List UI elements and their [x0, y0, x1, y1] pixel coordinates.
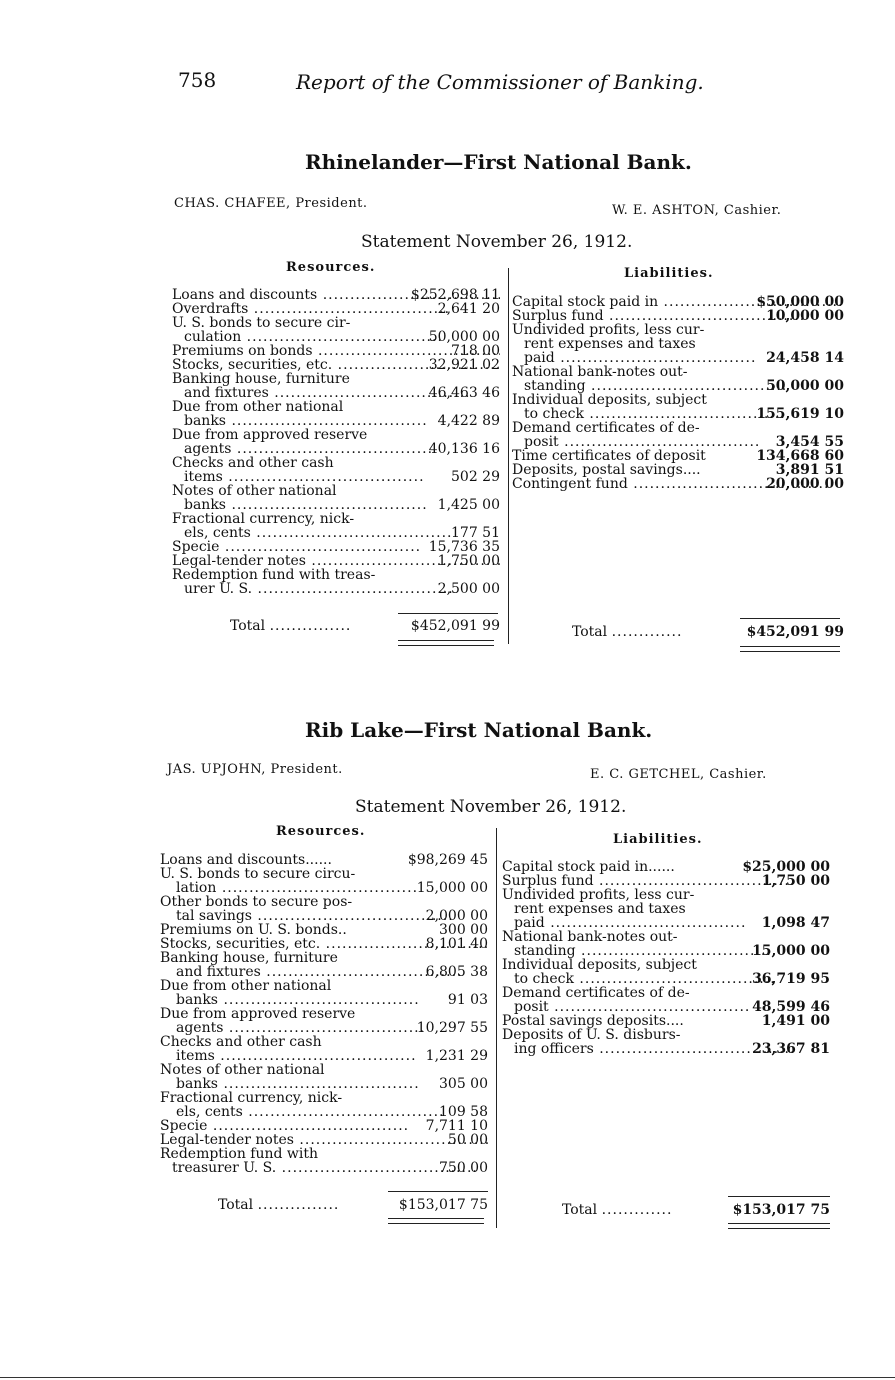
resources-total-row: Total ............... $153,017 75 [218, 1197, 488, 1213]
president-name: JAS. UPJOHN, President. [167, 762, 343, 777]
list-item: National bank-notes out- standing ..... 50,000 00 [512, 365, 844, 393]
running-title: Report of the Commissioner of Banking. [296, 70, 704, 94]
list-item: Specie ..... 7,711 10 [160, 1119, 488, 1133]
list-item: Redemption fund with treas- urer U. S. ..... 2,500 00 [172, 568, 500, 596]
list-item: Capital stock paid in ..... $50,000 00 [512, 295, 844, 309]
resources-total: $452,091 99 [410, 618, 500, 634]
list-item: Deposits, postal savings.... 3,891 51 [512, 462, 844, 478]
list-item: Due from approved reserve agents ..... 40,136 16 [172, 428, 500, 456]
list-item: Surplus fund ..... 10,000 00 [512, 309, 844, 323]
list-item: Postal savings deposits.... 1,491 00 [502, 1013, 830, 1029]
column-divider [508, 268, 509, 644]
list-item: Premiums on bonds ..... 718 00 [172, 344, 500, 358]
list-item: Fractional currency, nick- els, cents ..... 177 51 [172, 512, 500, 540]
sum-rule [740, 618, 840, 619]
list-item: Loans and discounts...... $98,269 45 [160, 853, 488, 868]
list-item: Overdrafts ..... 2,641 20 [172, 302, 500, 316]
list-item: Loans and discounts ..... $252,698 11 [172, 288, 500, 302]
list-item: Checks and other cash items ..... 502 29 [172, 456, 500, 484]
list-item: Specie ..... 15,736 35 [172, 540, 500, 554]
cashier-name: W. E. ASHTON, Cashier. [612, 203, 782, 218]
list-item: U. S. bonds to secure cir- culation ..... 50,000 00 [172, 316, 500, 344]
total-label: Total [218, 1197, 254, 1213]
list-item: Undivided profits, less cur- rent expenses and taxes paid ..... 1,098 47 [502, 888, 830, 930]
statement-date: Statement November 26, 1912. [355, 797, 627, 817]
list-item: Banking house, furniture and fixtures ..... 46,463 46 [172, 372, 500, 400]
liabilities-total: $452,091 99 [746, 624, 844, 640]
resources-total: $153,017 75 [398, 1197, 488, 1213]
list-item: Legal-tender notes ..... 1,750 00 [172, 554, 500, 568]
list-item: Individual deposits, subject to check ..... 36,719 95 [502, 958, 830, 986]
statement-date: Statement November 26, 1912. [361, 232, 633, 252]
resources-total-row: Total ............... $452,091 99 [230, 618, 500, 634]
liabilities-heading: Liabilities. [613, 832, 703, 847]
liabilities-total-row: Total ............. $452,091 99 [572, 624, 844, 640]
sum-rule [398, 613, 498, 614]
list-item: Due from other national banks ..... 91 03 [160, 979, 488, 1007]
list-item: Banking house, furniture and fixtures ..... 6,805 38 [160, 951, 488, 979]
list-item: Legal-tender notes ..... 50 00 [160, 1133, 488, 1147]
list-item: Demand certificates of de- posit ..... 3,454 55 [512, 421, 844, 449]
list-item: Premiums on U. S. bonds.. 300 00 [160, 922, 488, 938]
president-name: CHAS. CHAFEE, President. [174, 196, 368, 211]
double-rule [740, 646, 840, 652]
liabilities-total: $153,017 75 [732, 1202, 830, 1218]
list-item: Individual deposits, subject to check ..... 155,619 10 [512, 393, 844, 421]
page-number: 758 [178, 68, 217, 92]
double-rule [398, 640, 494, 646]
list-item: Due from approved reserve agents ..... 10,297 55 [160, 1007, 488, 1035]
list-item: Notes of other national banks ..... 305 00 [160, 1063, 488, 1091]
sum-rule [388, 1191, 488, 1192]
total-label: Total [562, 1202, 598, 1218]
bank-title: Rib Lake—First National Bank. [305, 718, 653, 742]
list-item: U. S. bonds to secure circu- lation ..... 15,000 00 [160, 867, 488, 895]
resources-list [172, 288, 500, 596]
double-rule [388, 1218, 484, 1224]
list-item: Other bonds to secure pos- tal savings ..... 2,000 00 [160, 895, 488, 923]
list-item: Deposits of U. S. disburs- ing officers ..... 23,367 81 [502, 1028, 830, 1056]
list-item: National bank-notes out- standing ..... 15,000 00 [502, 930, 830, 958]
list-item: Redemption fund with treasurer U. S. ..... 750 00 [160, 1147, 488, 1175]
bank-title: Rhinelander—First National Bank. [305, 150, 692, 174]
double-rule [728, 1223, 830, 1229]
liabilities-heading: Liabilities. [624, 266, 714, 281]
resources-heading: Resources. [286, 260, 376, 275]
resources-heading: Resources. [276, 824, 366, 839]
list-item: Checks and other cash items ..... 1,231 29 [160, 1035, 488, 1063]
cashier-name: E. C. GETCHEL, Cashier. [590, 767, 767, 782]
list-item: Fractional currency, nick- els, cents ..... 109 58 [160, 1091, 488, 1119]
list-item: Stocks, securities, etc. ..... 32,921 02 [172, 358, 500, 372]
list-item: Stocks, securities, etc. ..... 8,101 40 [160, 937, 488, 951]
total-label: Total [230, 618, 266, 634]
list-item: Demand certificates of de- posit ..... 48,599 46 [502, 986, 830, 1014]
list-item: Capital stock paid in...... $25,000 00 [502, 860, 830, 875]
resources-list [160, 853, 488, 1175]
list-item: Surplus fund ..... 1,750 00 [502, 874, 830, 888]
sum-rule [728, 1196, 830, 1197]
list-item: Time certificates of deposit 134,668 60 [512, 448, 844, 464]
list-item: Notes of other national banks ..... 1,425 00 [172, 484, 500, 512]
list-item: Contingent fund ..... 20,000 00 [512, 477, 844, 491]
column-divider [496, 828, 497, 1228]
list-item: Undivided profits, less cur- rent expenses and taxes paid ..... 24,458 14 [512, 323, 844, 365]
liabilities-list [512, 295, 844, 491]
list-item: Due from other national banks ..... 4,422 89 [172, 400, 500, 428]
total-label: Total [572, 624, 608, 640]
page-bottom-edge [0, 1377, 895, 1378]
liabilities-total-row: Total ............. $153,017 75 [562, 1202, 830, 1218]
liabilities-list [502, 860, 830, 1056]
